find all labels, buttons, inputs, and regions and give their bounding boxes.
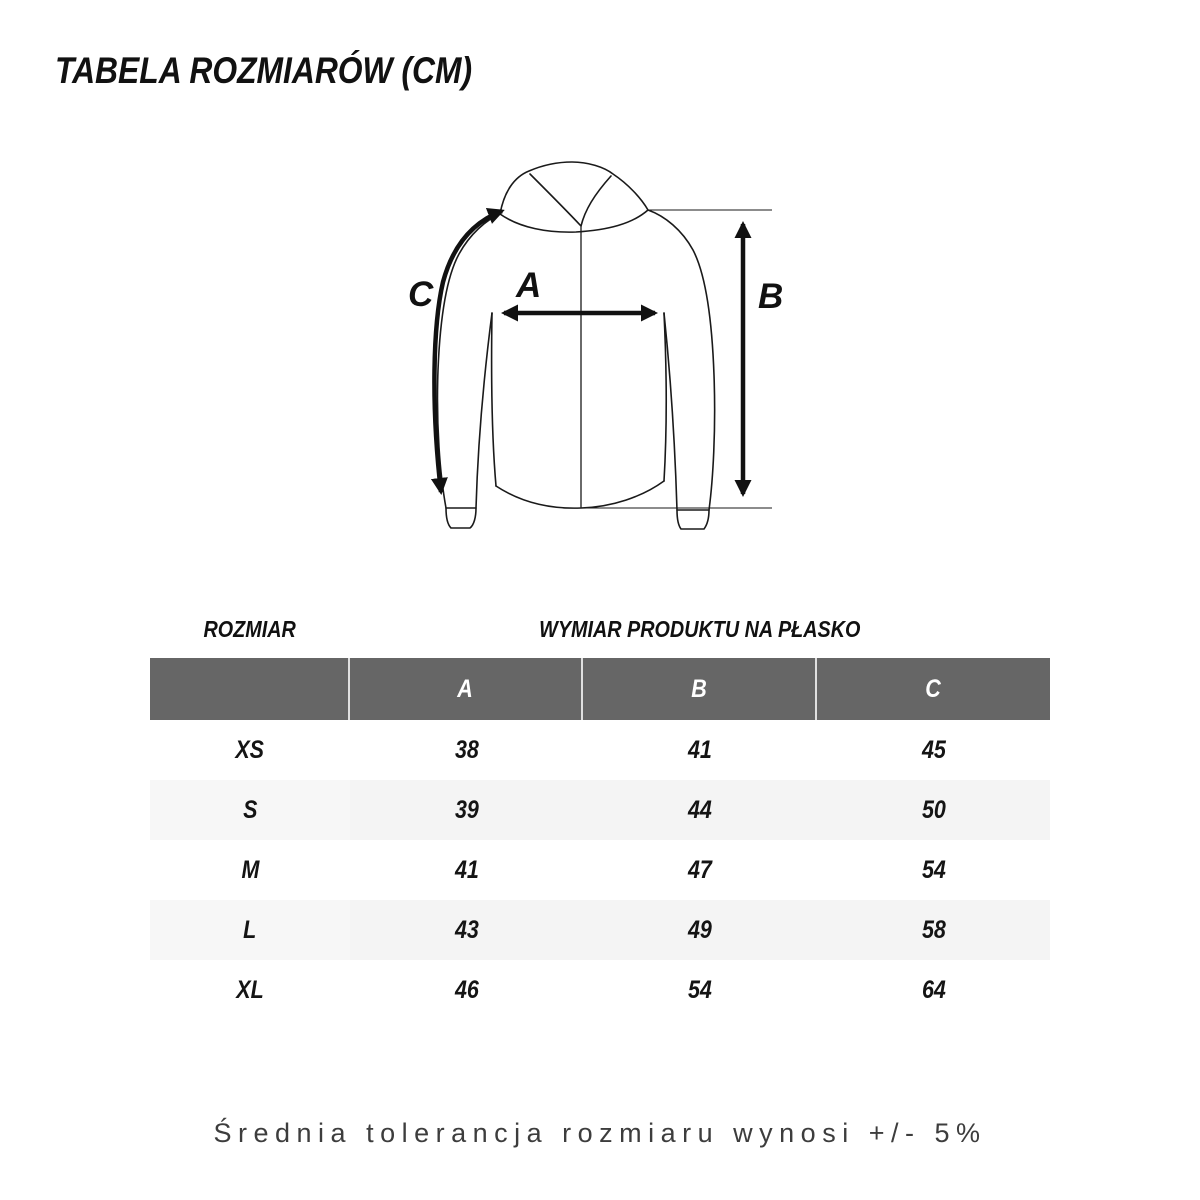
table-row-s bbox=[150, 780, 1050, 840]
header-cell-c: C bbox=[925, 674, 942, 703]
size-label: L bbox=[150, 900, 350, 960]
value-c: 64 bbox=[921, 975, 946, 1004]
value-b: 54 bbox=[688, 975, 712, 1004]
value-a: 46 bbox=[454, 975, 479, 1004]
size-label: XL bbox=[236, 975, 264, 1004]
value-a: 41 bbox=[454, 855, 479, 884]
value-b: 41 bbox=[688, 735, 712, 764]
header-cell-a: A bbox=[350, 658, 583, 720]
garment-diagram bbox=[380, 140, 820, 560]
table-row-xs bbox=[150, 720, 1050, 780]
header-cell-b: B bbox=[583, 658, 817, 720]
value-a: 43 bbox=[350, 900, 583, 960]
measure-arrows bbox=[434, 211, 743, 494]
tolerance-note: Średnia tolerancja rozmiaru wynosi +/- 5% bbox=[213, 1118, 987, 1148]
value-c: 45 bbox=[921, 735, 946, 764]
table-row-l bbox=[150, 900, 1050, 960]
measure-b-label: B bbox=[758, 277, 784, 316]
size-label: XS bbox=[235, 735, 265, 764]
value-b: 44 bbox=[583, 780, 817, 840]
measure-labels bbox=[408, 266, 783, 316]
size-column-heading: ROZMIAR bbox=[203, 616, 297, 642]
page-title: TABELA ROZMIARÓW (CM) bbox=[55, 50, 473, 91]
header-cell-empty bbox=[150, 658, 350, 720]
value-c: 58 bbox=[817, 900, 1050, 960]
garment-outline bbox=[437, 162, 714, 529]
value-c: 54 bbox=[921, 855, 946, 884]
table-row-m bbox=[150, 840, 1050, 900]
size-table-header-row bbox=[150, 658, 1050, 720]
value-b: 49 bbox=[583, 900, 817, 960]
measure-c-label: C bbox=[408, 275, 434, 314]
value-a: 38 bbox=[454, 735, 479, 764]
measure-a-label: A bbox=[516, 266, 542, 305]
size-table bbox=[150, 658, 1050, 1020]
size-label: M bbox=[241, 855, 259, 884]
table-row-xl bbox=[150, 960, 1050, 1020]
table-section-labels bbox=[150, 612, 1050, 646]
value-a: 39 bbox=[350, 780, 583, 840]
value-c: 50 bbox=[817, 780, 1050, 840]
size-label: S bbox=[150, 780, 350, 840]
measurements-heading: WYMIAR PRODUKTU NA PŁASKO bbox=[539, 616, 861, 642]
value-b: 47 bbox=[688, 855, 712, 884]
